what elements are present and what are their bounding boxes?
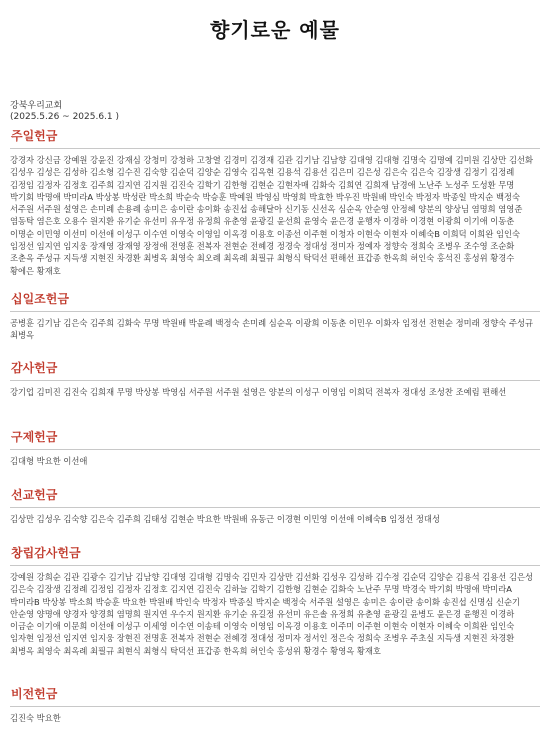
section-divider	[10, 148, 540, 149]
donor-names: 강예원 강희순 김관 김광수 김기남 김남향 김대영 김대형 김명숙 김민자 김상만 김선화 김성우 김성하 김수정 김순덕 김양순 김용석 김용선 김은성 김은숙 김장생 김정례 김정임 김정자 김정호 김지연 김진숙 김하늘 김학기 김한형 김현순 김화숙 노난주 무명 박경숙 박기회 박명애 박미라A 박미라B 박상봉 박소희 박승훈 박요한 박원배 박인숙 박정자 박종실 박지순 백정숙 서주원 설영은 송미은 송이란 송이화 송진섭 신명심 신순기 안순영 양명애 양경자 양경희 염명희 원지연 우수지 원지환 유기순 유길정 유선미 유은솔 유정희 유춘영 윤광길 윤병도 윤은경 윤행진 이경하 이금순 이기애 이문희 이선애 이성구 이세영 이수연 이송테 이영숙 이영임 이옥경 이용호 이주미 이주현 이현숙 이현자 이혜숙 이희완 임인숙 임자현 임정선 임지연 임지웅 장현진 전명훈 전복자 전현순 전혜경 정대성 정미자 정서인 정은숙 정희숙 조병우 주초실 지득생 지현진 차경환 최병옥 최영숙 최옥례 최필규 최현식 최형식 탁덕선 표갑종 한옥희 허인숙 홍성위 황경수 황영옥 황재호	[10, 572, 533, 656]
donor-names: 김상만 김성우 김숙향 김은숙 김주희 김태성 김현순 박요한 박원배 유동근 이경현 이민영 이선애 이혜숙B 임정선 정대성	[10, 514, 440, 524]
section-founding-thanksgiving-offering	[10, 545, 540, 657]
donor-names: 김대형 박요한 이선애	[10, 456, 88, 466]
section-title: 주일헌금	[11, 129, 58, 143]
section-divider	[10, 380, 540, 381]
section-title: 선교헌금	[11, 488, 58, 502]
section-title: 비전헌금	[11, 687, 58, 701]
section-title: 창립감사헌금	[11, 546, 81, 560]
church-name: 강북우리교회	[10, 101, 63, 111]
report-period: (2025.5.26 ~ 2025.6.1 )	[10, 112, 120, 122]
section-relief-offering	[10, 429, 540, 467]
section-divider	[10, 565, 540, 566]
donor-names: 김진숙 박요한	[10, 713, 61, 723]
section-divider	[10, 449, 540, 450]
section-title: 십일조헌금	[11, 292, 69, 306]
donor-names: 강기업 김미진 김진숙 김희재 무명 박상봉 박영심 서주원 서주원 설영은 양분의 이성구 이영임 이희덕 전복자 정대성 조성찬 조예림 편해선	[10, 387, 507, 397]
section-divider	[10, 311, 540, 312]
section-thanksgiving-offering	[10, 360, 540, 398]
section-sunday-offering	[10, 128, 540, 277]
section-divider	[10, 507, 540, 508]
document-title: 향기로운 예물	[210, 18, 340, 42]
donor-names: 강경자 강신금 강예원 강윤진 강재심 강청미 강청하 고창열 김경미 김경재 김관 김기남 김남향 김대영 김대형 김명숙 김명예 김미원 김상만 김선화 김성우 김성은 김성하 김소형 김수진 김숙향 김순덕 김양순 김영숙 김옥현 김용석 김용선 김은미 김은성 김은숙 김은숙 김장생 김정기 김정례 김정임 김정자 김정호 김주희 김지연 김지원 김진숙 김학기 김한형 김현순 김현자매 김화숙 김희연 김희재 남경애 노난주 노성주 도성환 무명 박기회 박명애 박미라A 박상봉 박성란 박소희 박순숙 박승훈 박예원 박영심 박영희 박효한 박우진 박원배 박인숙 박정자 박종일 박지순 백정숙 서주원 서주원 설영은 손미례 손용례 송미은 송이란 송이화 송진섭 송해달아 신기동 신선옥 심순옥 안순영 안정혜 양분의 양상님 염명희 염영준 염동탁 염은호 오용수 원지환 유기순 유선미 유우정 유정희 유춘영 윤광길 윤선희 윤영숙 윤은경 윤행자 이경하 이경현 이광희 이기애 이동춘 이명순 이민영 이선미 이선애 이성구 이수연 이영숙 이영임 이옥경 이용호 이종선 이주현 이청자 이현숙 이현자 이혜숙B 이희덕 이희완 임인숙 임정선 임지연 임지웅 장재영 장재영 장정애 전영훈 전복자 전현순 전혜경 정경숙 정대성 정미자 정예자 정향숙 정희숙 조병우 조수영 조순화 조춘옥 주성규 지득생 지현진 차경환 최병옥 최영숙 최오례 최옥례 최필규 최형식 탁덕선 편해선 표갑종 한옥희 허인숙 홍석진 홍성위 황경수 황에은 황재호	[10, 155, 533, 276]
section-divider	[10, 706, 540, 707]
section-mission-offering	[10, 487, 540, 525]
section-vision-offering	[10, 686, 540, 724]
donor-names: 공병훈 김기남 김은숙 김주희 김화숙 무명 박원배 박윤례 백정숙 손미례 심순옥 이광희 이동춘 이민우 이화자 임정선 전현순 정미래 정향숙 주성규 최병옥	[10, 318, 533, 341]
section-title: 구제헌금	[11, 430, 58, 444]
section-tithe-offering	[10, 291, 540, 342]
section-title: 감사헌금	[11, 361, 58, 375]
